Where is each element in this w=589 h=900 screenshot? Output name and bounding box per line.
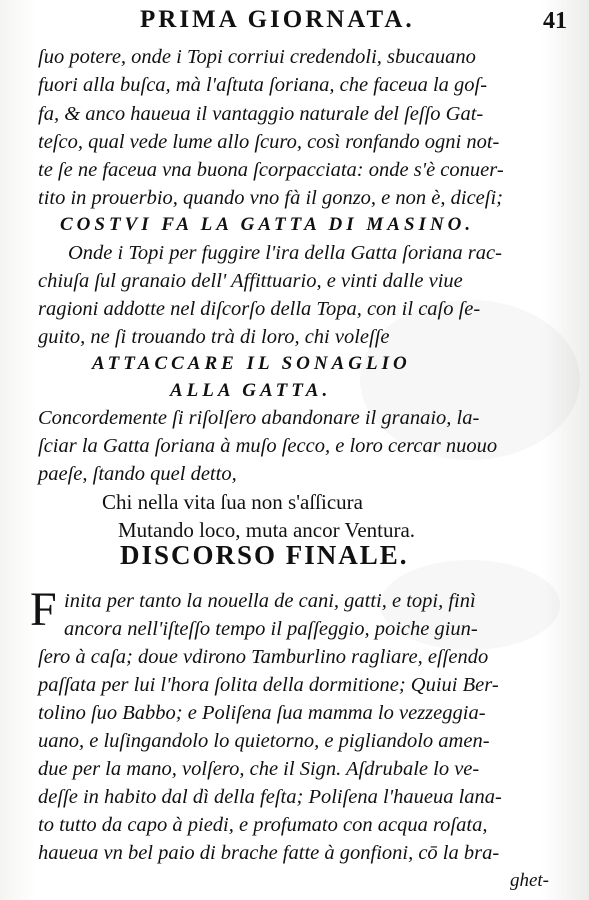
verse-line: Chi nella vita ſua non s'aſſicura (102, 490, 363, 514)
text-line: ſciar la Gatta ſoriana à muſo ſecco, e loro cercar nuouo (38, 435, 498, 457)
drop-capital: F (30, 583, 57, 636)
text-line: due per la mano, volſero, che il Sign. Aſdrubale lo ve- (38, 758, 480, 780)
text-line: tolino ſuo Babbo; e Poliſena ſua mamma lo vezzeggia- (38, 702, 486, 724)
text-line: fuori alla buſca, mà l'aſtuta ſoriana, che faceua la goſ- (38, 74, 488, 96)
text-line: uano, e luſingandolo lo quietorno, e pigliandolo amen- (38, 730, 490, 752)
section-heading: DISCORSO FINALE. (120, 540, 409, 570)
verse-line: Mutando loco, muta ancor Ventura. (118, 518, 416, 542)
text-line: inita per tanto la nouella de cani, gatti, e topi, finì (64, 590, 476, 612)
text-line: guito, ne ſi trouando trà di loro, chi voleſſe (38, 326, 390, 348)
text-line: chiuſa ſul granaio dell' Affittuario, e vinti dalle viue (38, 270, 463, 292)
proverb: COSTVI FA LA GATTA DI MASINO. (60, 214, 475, 235)
text-line: ancora nell'iſteſſo tempo il paſſeggio, poiche giun- (64, 618, 478, 640)
text-line: ragioni addotte nel diſcorſo della Topa, con il caſo ſe- (38, 298, 481, 320)
text-line: haueua vn bel paio di brache fatte à gonfioni, cō la bra- (38, 842, 500, 864)
text-line: ſero à caſa; doue vdirono Tamburlino ragliare, eſſendo (38, 646, 489, 668)
text-line: Concordemente ſi riſolſero abandonare il granaio, la- (38, 407, 480, 429)
running-title: PRIMA GIORNATA. (140, 6, 415, 33)
text-line: deſſe in habito dal dì della feſta; Poliſena l'haueua lana- (38, 786, 502, 808)
text-line: tito in prouerbio, quando vno fà il gonzo, e non è, diceſi; (38, 187, 503, 209)
text-line: paſſata per lui l'hora ſolita della dormitione; Quiui Ber- (38, 674, 499, 696)
text-line: Onde i Topi per fuggire l'ira della Gatta ſoriana rac- (68, 242, 502, 264)
text-line: te ſe ne faceua vna buona ſcorpacciata: onde s'è conuer- (38, 159, 504, 181)
page-header (0, 4, 589, 44)
proverb: ALLA GATTA. (170, 380, 332, 401)
page-number: 41 (543, 8, 567, 34)
text-line: to tutto da capo à piedi, e profumato con acqua roſata, (38, 814, 488, 836)
text-line: ſuo potere, onde i Topi corriui credendoli, sbucauano (38, 46, 476, 68)
text-line: fa, & anco haueua il vantaggio naturale del ſeſſo Gat- (38, 103, 484, 125)
catchword: ghet- (509, 870, 549, 891)
text-line: paeſe, ſtando quel detto, (38, 463, 237, 485)
text-line: teſco, qual vede lume allo ſcuro, così ronfando ogni not- (38, 131, 500, 153)
proverb: ATTACCARE IL SONAGLIO (92, 353, 411, 374)
